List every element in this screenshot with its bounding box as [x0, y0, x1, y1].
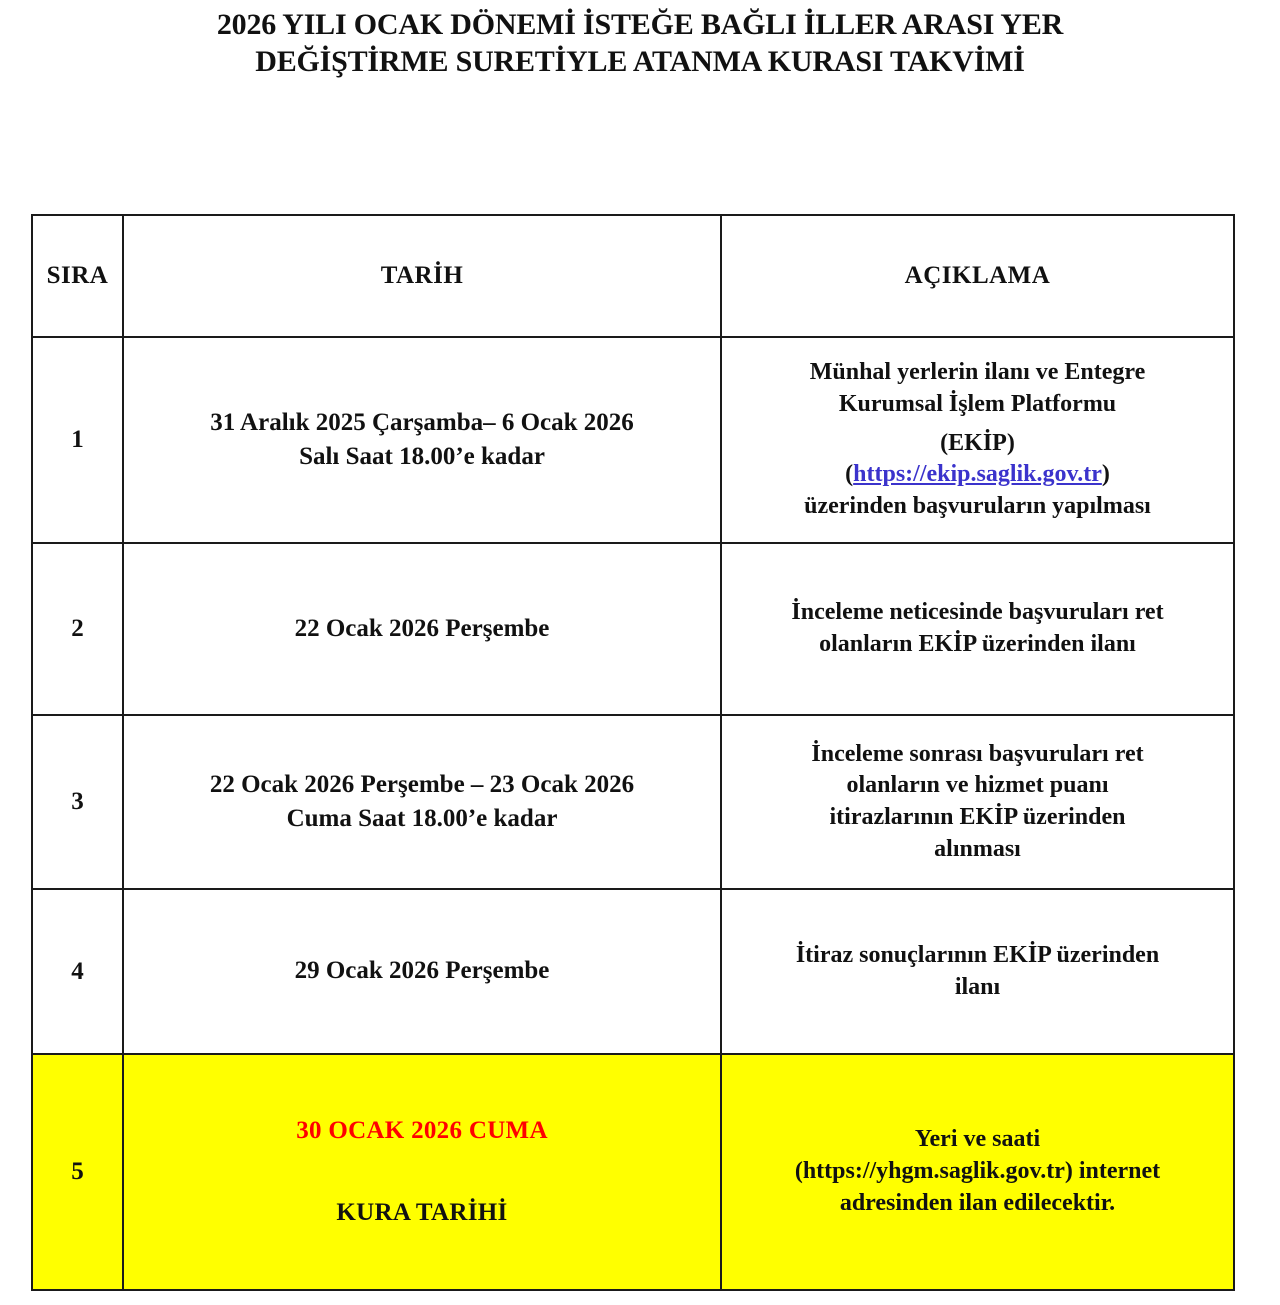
row-index-cell: 1	[32, 337, 123, 543]
date-line: 22 Ocak 2026 Perşembe – 23 Ocak 2026	[209, 770, 635, 798]
ekip-portal-link[interactable]: https://ekip.saglik.gov.tr	[853, 461, 1102, 488]
description-line: İnceleme sonrası başvuruları ret	[811, 740, 1144, 767]
column-header-aciklama: AÇIKLAMA	[721, 215, 1234, 337]
schedule-table-container	[31, 214, 1233, 1291]
date-line: 29 Ocak 2026 Perşembe	[294, 957, 550, 985]
lottery-date-text: 30 OCAK 2026 CUMA	[296, 1117, 548, 1144]
description-line: alınması	[934, 835, 1021, 862]
row-index-cell: 3	[32, 715, 123, 889]
ekip-url-line	[728, 459, 1227, 491]
table-row	[32, 889, 1234, 1054]
table-row	[32, 715, 1234, 889]
description-line: olanların EKİP üzerinden ilanı	[819, 631, 1136, 657]
schedule-table	[31, 214, 1235, 1291]
paren-open: (	[845, 461, 854, 488]
description-line: olanların ve hizmet puanı	[846, 772, 1109, 799]
lottery-date-label: KURA TARİHİ	[336, 1199, 508, 1226]
date-cell	[123, 715, 721, 889]
row-index-cell: 4	[32, 889, 123, 1054]
description-line: adresinden ilan edilecektir.	[839, 1189, 1116, 1216]
column-header-sira: SIRA	[32, 215, 123, 337]
description-line: itirazlarının EKİP üzerinden	[829, 804, 1126, 830]
table-row	[32, 337, 1234, 543]
yhgm-url-line: (https://yhgm.saglik.gov.tr) internet	[794, 1158, 1161, 1185]
table-header-row	[32, 215, 1234, 337]
date-line: 22 Ocak 2026 Perşembe	[294, 614, 550, 642]
description-line: İnceleme neticesinde başvuruları ret	[791, 599, 1164, 626]
date-cell	[123, 543, 721, 715]
description-line: Kurumsal İşlem Platformu	[838, 390, 1117, 417]
description-line: Münhal yerlerin ilanı ve Entegre	[809, 359, 1146, 386]
description-cell	[721, 715, 1234, 889]
lottery-date-cell	[123, 1054, 721, 1290]
description-cell	[721, 337, 1234, 543]
date-line: Salı Saat 18.00’e kadar	[299, 443, 545, 470]
table-row-highlighted	[32, 1054, 1234, 1290]
description-line: İtiraz sonuçlarının EKİP üzerinden	[795, 941, 1160, 968]
description-cell	[721, 889, 1234, 1054]
page-title	[90, 0, 1190, 82]
row-index-cell: 5	[32, 1054, 123, 1290]
row-index-cell: 2	[32, 543, 123, 715]
description-cell	[721, 543, 1234, 715]
description-line: üzerinden başvuruların yapılması	[804, 493, 1151, 519]
column-header-tarih: TARİH	[123, 215, 721, 337]
date-cell	[123, 337, 721, 543]
paren-close: )	[1101, 461, 1110, 488]
page-title-line-1: 2026 YILI OCAK DÖNEMİ İSTEĞE BAĞLI İLLER ARASI YER	[216, 8, 1064, 41]
date-line: Cuma Saat 18.00’e kadar	[286, 805, 558, 832]
date-line: 31 Aralık 2025 Çarşamba– 6 Ocak 2026	[210, 408, 634, 436]
description-line: Yeri ve saati	[914, 1126, 1041, 1153]
table-row	[32, 543, 1234, 715]
description-line: ilanı	[954, 973, 1001, 1000]
platform-abbreviation: (EKİP)	[940, 429, 1015, 456]
line-spacer	[728, 421, 1227, 428]
page-title-line-2: DEĞİŞTİRME SURETİYLE ATANMA KURASI TAKVİMİ	[255, 45, 1025, 79]
description-cell	[721, 1054, 1234, 1290]
date-cell	[123, 889, 721, 1054]
